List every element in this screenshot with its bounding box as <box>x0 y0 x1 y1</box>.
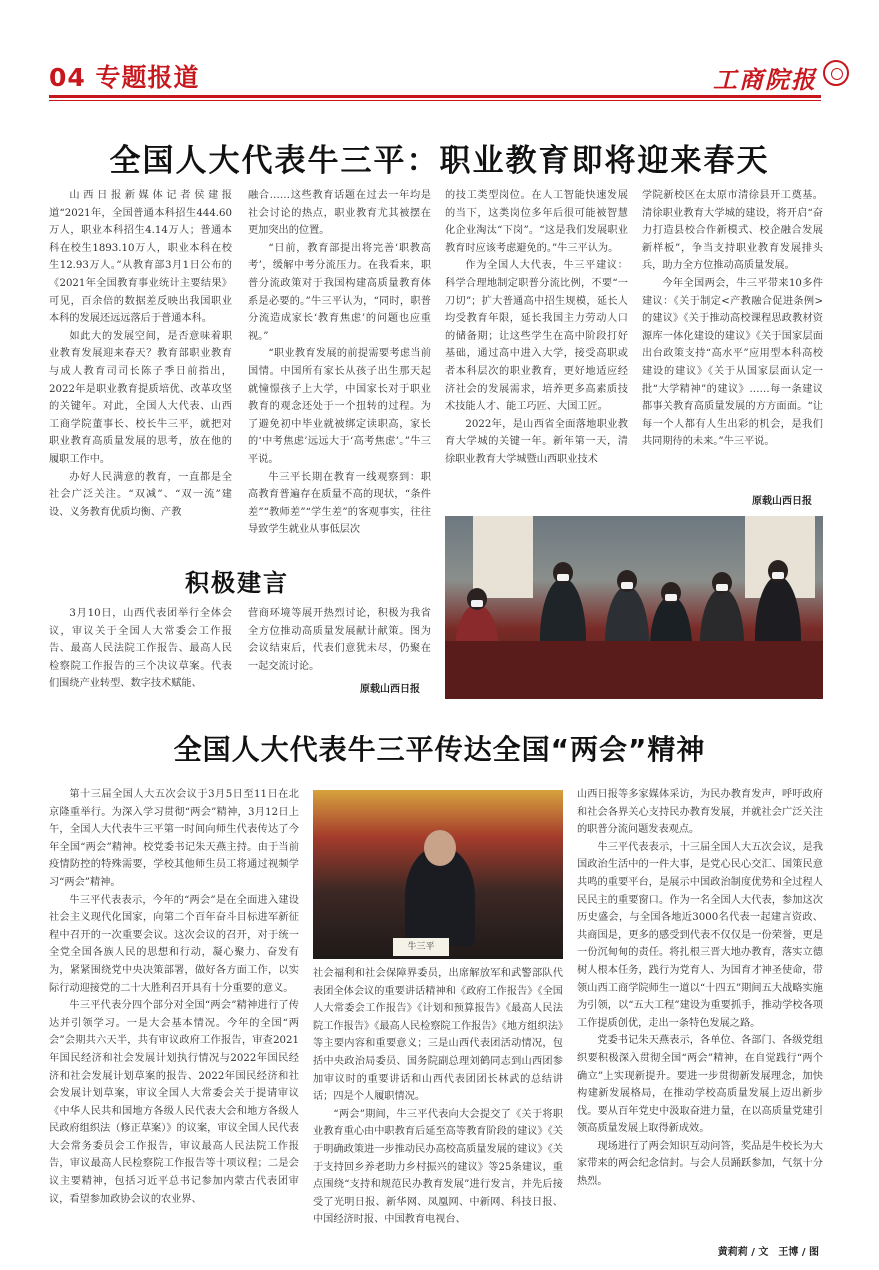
paragraph: “日前，教育部提出将完善‘职教高考’，缓解中考分流压力。在我看来，职普分流政策对于我国构建高质量教育体系是必要的。”牛三平认为，“同时，职普分流造成家长‘教育焦虑’的问题也应重视。” <box>248 242 431 342</box>
article1-column-1 <box>49 187 232 521</box>
paragraph: “两会”期间，牛三平代表向大会提交了《关于将职业教育重心由中职教育后延至高等教育阶段的建议》《关于明确政策进一步推动民办高校高质量发展的建议》《关于支持回乡养老助力乡村振兴的建议》等25条建议，重点围绕“支持和规范民办教育发展”进行发言，并先后接受了光明日报、新华网、凤凰网、中新网、科技日报、中国经济时报、中国教育电视台、 <box>313 1108 563 1226</box>
meeting-table <box>445 641 823 699</box>
paragraph: 作为全国人大代表，牛三平建议：科学合理地制定职普分流比例，不要“一刀切”；扩大普通高中招生规模，延长人均受教育年限，延长我国主力劳动人口的储备期；让这些学生在高中阶段打好基础，通过高中进入大学，接受高职或者本科层次的职业教育，更好地适应经济社会的发展需求，培养更多高素质技术技能人才、能工巧匠、大国工匠。 <box>445 260 628 413</box>
article1-column-3 <box>445 187 628 469</box>
paragraph: “职业教育发展的前提需要考虑当前国情。中国所有家长从孩子出生那天起就憧憬孩子上大学，中国家长对于职业教育的观念还处于一个扭转的过程。为了避免初中毕业就被绑定读职高，家长的‘中考焦虑’远远大于‘高考焦虑’。”牛三平说。 <box>248 348 431 465</box>
section-title: 04 专题报道 <box>49 63 200 92</box>
paragraph: 2022年，是山西省全面落地职业教育大学城的关键一年。新年第一天，清徐职业教育大学城暨山西职业技术 <box>445 418 628 465</box>
paragraph: 现场进行了两会知识互动问答，奖品是牛校长为大家带来的两会纪念信封。与会人员踊跃参加，气氛十分热烈。 <box>577 1140 823 1188</box>
paragraph: 营商环境等展开热烈讨论，积极为我省全方位推动高质量发展献计献策。图为会议结束后，代表们意犹未尽，仍聚在一起交流讨论。 <box>248 608 431 672</box>
paragraph: 学院新校区在太原市清徐县开工奠基。清徐职业教育大学城的建设，将开启“奋力打造县校合作新模式、校企融合发展新样板”，争当支持职业教育发展排头兵，助力全方位推动高质量发展。 <box>642 190 823 272</box>
paragraph: 办好人民满意的教育，一直都是全社会广泛关注。“双减”、“双一流”建设、义务教育优质均衡、产教 <box>49 471 232 518</box>
article2-headline: 积极建言 <box>185 569 289 597</box>
paragraph: 如此大的发展空间，是否意味着职业教育发展迎来春天？教育部职业教育与成人教育司司长陈子季日前指出，2022年是职业教育提质培优、改革攻坚的关键年。对此，全国人大代表、山西工商学院董事长、校长牛三平，就把对职业教育高质量发展的思考，放在他的履职工作中。 <box>49 330 232 465</box>
paragraph: 牛三平长期在教育一线观察到：职高教育普遍存在质量不高的现状，“条件差”“教师差”“学生差”的客观事实，往往导致学生就业从事低层次 <box>248 471 431 536</box>
article2-source: 原载山西日报 <box>360 684 420 695</box>
paragraph: 的技工类型岗位。在人工智能快速发展的当下，这类岗位多年后很可能被智慧化企业淘汰“下岗”。“这是我们发展职业教育时应该考虑避免的。”牛三平认为。 <box>445 190 628 254</box>
paragraph: 山西日报等多家媒体采访，为民办教育发声，呼吁政府和社会各界关心支持民办教育发展，并就社会广泛关注的职普分流问题发表观点。 <box>577 789 823 836</box>
article2-column-1 <box>49 605 232 693</box>
article3-column-1 <box>49 786 299 1208</box>
school-emblem-icon <box>823 60 849 86</box>
article3-credit: 黄莉莉 / 文 王博 / 图 <box>717 1247 819 1258</box>
masthead-logo: 工商院报 <box>713 65 817 94</box>
paragraph: 3月10日，山西代表团举行全体会议，审议关于全国人大常委会工作报告、最高人民法院工作报告、最高人民检察院工作报告的三个决议草案。代表们围绕产业转型、数字技术赋能、 <box>49 608 232 690</box>
paragraph: 牛三平代表表示，十三届全国人大五次会议，是我国政治生活中的一件大事，是党心民心交汇、国策民意共鸣的重要平台，是展示中国政治制度优势和全过程人民民主的重要窗口。作为一名全国人大代表，参加这次历史盛会，与全国各地近3000名代表一起建言资政、共商国是，更多的感受到代表不仅仅是一份荣誉，更是一份沉甸甸的责任。将扎根三晋大地办教育，落实立德树人根本任务，践行为党育人、为国育才神圣使命，带领山西工商学院师生一道以“十四五”期间五大战略实施为引领，以“五大工程”建设为重要抓手，推动学校各项工作提质创优，走出一条特色发展之路。 <box>577 841 823 1029</box>
delegates-meeting-photo <box>445 516 823 699</box>
paragraph: 牛三平代表表示，今年的“两会”是在全面进入建设社会主义现代化国家，向第二个百年奋斗目标进军新征程中召开的一次重要会议。这次会议的召开，对于统一全党全国各族人民的思想和行动，凝心聚力、奋发有为，紧紧围绕党中央决策部署，做好各方面工作，以实际行动迎接党的二十大胜利召开具有十分重要的意义。 <box>49 894 299 994</box>
paragraph: 山西日报新媒体记者侯建报道“2021年，全国普通本科招生444.60万人，职业本科招生4.14万人；普通本科在校生1893.10万人，职业本科在校生12.93万人。”从教育部3月1日公布的《2021年全国教育事业统计主要结果》可见，百余倍的数据差反映出我国职业本科的发展还远远落后于普通本科。 <box>49 190 232 325</box>
article2-column-2 <box>248 605 431 675</box>
paragraph: 融合……这些教育话题在过去一年均是社会讨论的热点，职业教育尤其被摆在更加突出的位置。 <box>248 190 431 237</box>
paragraph: 社会福利和社会保障界委员，出席解放军和武警部队代表团全体会议的重要讲话精神和《政府工作报告》《全国人大常委会工作报告》《计划和预算报告》《最高人民法院工作报告》《最高人民检察院工作报告》《地方组织法》等主要内容和重要意义；三是山西代表团活动情况，包括中央政治局委员、国务院副总理刘鹤同志到山西团参加审议时的重要讲话和山西代表团团长林武的总结讲话；四是个人履职情况。 <box>313 968 563 1103</box>
article3-headline: 全国人大代表牛三平传达全国“两会”精神 <box>173 733 706 766</box>
speaker-photo <box>313 790 563 959</box>
nameplate: 牛三平 <box>393 938 449 956</box>
article1-column-4 <box>642 187 823 451</box>
calligraphy-scroll <box>473 516 533 598</box>
article3-column-2 <box>313 965 563 1229</box>
article3-column-3 <box>577 786 823 1191</box>
article1-column-2 <box>248 187 431 539</box>
header-rule-thin <box>49 100 821 101</box>
paragraph: 牛三平代表分四个部分对全国“两会”精神进行了传达并引领学习。一是大会基本情况。今年的全国“两会”会期共六天半，共有审议政府工作报告，审查2021年国民经济和社会发展计划执行情况与2022年国民经济和社会发展计划草案的报告、2022年国民经济和社会发展计划草案，审议全国人大常委会关于提请审议《中华人民共和国地方各级人民代表大会和地方各级人民政府组织法（修正草案）》的议案，审议全国人民代表大会常务委员会工作报告，审议最高人民法院工作报告，审议最高人民检察院工作报告等十项议程；二是会议主要精神，包括习近平总书记参加内蒙古代表团审议，看望参加政协会议的农业界、 <box>49 1000 299 1205</box>
article1-source: 原载山西日报 <box>752 496 812 507</box>
article1-headline: 全国人大代表牛三平：职业教育即将迎来春天 <box>109 143 770 179</box>
paragraph: 党委书记朱天燕表示，各单位、各部门、各级党组织要积极深入贯彻全国“两会”精神，在自觉践行“两个确立”上实现新提升。要进一步贯彻新发展理念，加快构建新发展格局，在推动学校高质量发展上迈出新步伐。要从百年党史中汲取奋进力量，在以高质量党建引领高质量发展上取得新成效。 <box>577 1035 823 1135</box>
paragraph: 今年全国两会，牛三平带来10多件建议：《关于制定<产教融合促进条例>的建议》《关于推动高校课程思政教材资源库一体化建设的建议》《关于国家层面出台政策支持“高水平”应用型本科高校建设的建议》《关于从国家层面认定一批“大学精神”的建议》……每一条建议都事关教育高质量发展的方方面面。“让每一个人都有人生出彩的机会，是我们共同期待的未来。”牛三平说。 <box>642 277 823 448</box>
paragraph: 第十三届全国人大五次会议于3月5日至11日在北京隆重举行。为深入学习贯彻“两会”精神，3月12日上午，全国人大代表牛三平第一时间向师生代表传达了今年全国“两会”精神。校党委书记朱天燕主持。由于当前疫情防控的特殊需要，学校其他师生员工将通过视频学习“两会”精神。 <box>49 789 299 888</box>
header-rule <box>49 95 821 98</box>
